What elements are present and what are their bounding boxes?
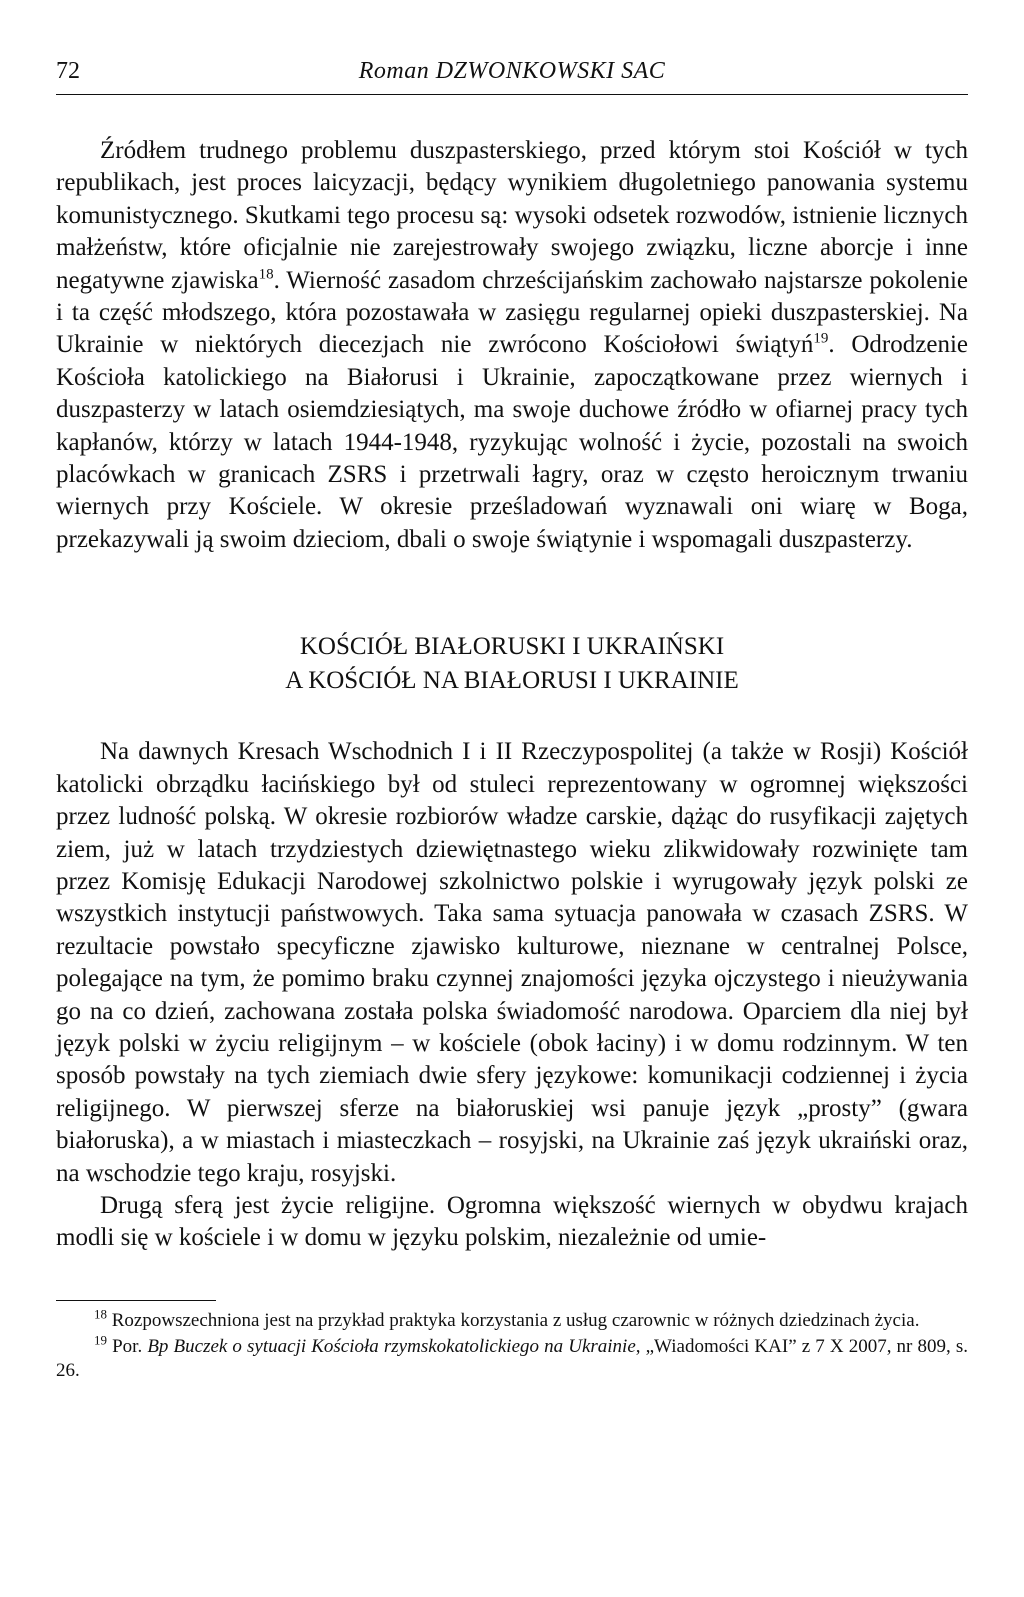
footnote-text: Rozpowszechniona jest na przykład praktyka korzystania z usług czarownic w różnych dziedzinach życia.	[111, 1309, 920, 1331]
section-heading-line-1: KOŚCIÓŁ BIAŁORUSKI I UKRAIŃSKI	[299, 633, 725, 661]
running-head	[56, 58, 968, 95]
paragraph-3: Drugą sferą jest życie religijne. Ogromna większość wiernych w obydwu krajach modli się w kościele i w domu w języku polskim, niezależnie od umie-	[56, 1191, 968, 1252]
running-title: Roman DZWONKOWSKI SAC	[358, 58, 666, 84]
body-text	[56, 135, 968, 1255]
footnote-number: 19	[94, 1332, 107, 1348]
footnote-prefix: Por.	[112, 1335, 148, 1357]
footnote-ref-19: 19	[813, 331, 829, 348]
section-heading-line-2: A KOŚCIÓŁ NA BIAŁORUSI I UKRAINIE	[285, 667, 739, 695]
page-number: 72	[56, 58, 80, 84]
paragraph-1-part-1: Źródłem trudnego problemu duszpasterskiego, przed którym stoi Kościół w tych republikach, jest proces laicyzacji, będący wynikiem długoletniego panowania systemu komunistycznego. Skutkami tego procesu są: wysoki odsetek rozwodów, istnienie licznych małżeństw, które oficjalnie nie zarejestrowały swojego związku, liczne aborcje i inne negatywne zjawiska	[56, 137, 968, 294]
footnote-18	[56, 1306, 968, 1333]
footnote-19	[56, 1332, 968, 1383]
footnote-ref-18: 18	[258, 266, 274, 283]
footnote-separator	[56, 1300, 216, 1301]
section-heading	[56, 630, 968, 698]
page	[56, 58, 968, 1383]
footnote-suffix: , „Wiadomości KAI” z 7 X 2007, nr 809, s. 26.	[56, 1335, 968, 1381]
paragraph-1-part-3: . Odrodzenie Kościoła katolickiego na Białorusi i Ukrainie, zapoczątkowane przez wiernych i duszpasterzy w latach osiemdziesiątych, ma swoje duchowe źródło w ofiarnej pracy tych kapłanów, którzy w latach 1944-1948, ryzykując wolność i życie, pozostali na swoich placówkach w granicach ZSRS i przetrwali łagry, oraz w często heroicznym trwaniu wiernych przy Kościele. W okresie prześladowań wyznawali oni wiarę w Boga, przekazywali ją swoim dzieciom, dbali o swoje świątynie i wspomagali duszpasterzy.	[56, 331, 968, 553]
footnote-number: 18	[94, 1306, 107, 1322]
paragraph-1-part-2: . Wierność zasadom chrześcijańskim zachowało najstarsze pokolenie i ta część młodszego, która pozostawała w zasięgu regularnej opieki duszpasterskiej. Na Ukrainie w niektórych diecezjach nie zwrócono Kościołowi świątyń	[56, 266, 968, 359]
paragraph-2: Na dawnych Kresach Wschodnich I i II Rzeczypospolitej (a także w Rosji) Kościół katolicki obrządku łacińskiego był od stuleci reprezentowany w ogromnej większości przez ludność polską. W okresie rozbiorów władze carskie, dążąc do rusyfikacji zajętych ziem, już w latach trzydziestych dziewiętnastego wieku zlikwidowały rozwinięte tam przez Komisję Edukacji Narodowej szkolnictwo polskie i wyrugowały język polski ze wszystkich instytucji państwowych. Taka sama sytuacja panowała w czasach ZSRS. W rezultacie powstało specyficzne zjawisko kulturowe, nieznane w centralnej Polsce, polegające na tym, że pomimo braku czynnej znajomości języka ojczystego i nieużywania go na co dzień, zachowana została polska świadomość narodowa. Oparciem dla niej był język polski w życiu religijnym – w kościele (obok łaciny) i w domu rodzinnym. W ten sposób powstały na tych ziemiach dwie sfery językowe: komunikacji codziennej i życia religijnego. W pierwszej sferze na białoruskiej wsi panuje język „prosty” (gwara białoruska), a w miastach i miasteczkach – rosyjski, na Ukrainie zaś język ukraiński oraz, na wschodzie tego kraju, rosyjski.	[56, 738, 968, 1187]
footnotes	[56, 1306, 968, 1383]
paragraph-1	[56, 135, 968, 556]
footnote-cited-title: Bp Buczek o sytuacji Kościoła rzymskokatolickiego na Ukrainie	[147, 1335, 636, 1357]
